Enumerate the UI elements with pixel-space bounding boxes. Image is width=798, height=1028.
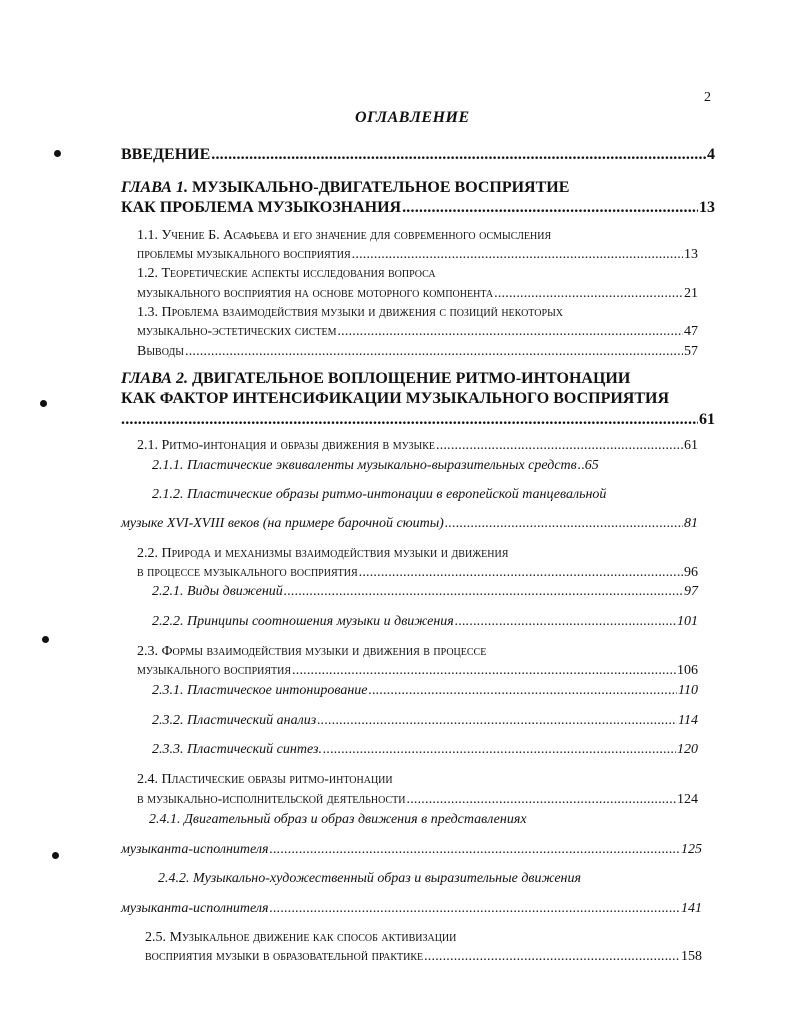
toc-entry-2-3[interactable]: музыкального восприятия ..... 106 [137, 663, 698, 679]
dot-leader [359, 565, 683, 581]
entry-page: 110 [678, 683, 698, 698]
entry-label: КАК ПРОБЛЕМА МУЗЫКОЗНАНИЯ [121, 199, 402, 216]
entry-page: 97 [684, 584, 698, 599]
toc-entry-1-1-line1[interactable]: 1.1. Учение Б. Асафьева и его значение для современного осмысления [137, 228, 552, 243]
dot-leader [445, 516, 683, 532]
toc-entry-2-3-line1[interactable]: 2.3. Формы взаимодействия музыки и движения в процессе [137, 644, 487, 659]
chapter-prefix: ГЛАВА 1. [121, 179, 188, 196]
toc-entry-2-3-2[interactable]: 2.3.2. Пластический анализ ..... 114 [152, 713, 698, 729]
dot-leader [436, 438, 683, 454]
toc-entry-1-3-line1[interactable]: 1.3. Проблема взаимодействия музыки и движения с позиций некоторых [137, 305, 564, 320]
toc-entry-1-1[interactable]: проблемы музыкального восприятия ..... 13 [137, 247, 698, 263]
toc-entry-2-5[interactable]: восприятия музыки в образовательной практике ..... 158 [145, 949, 702, 965]
toc-entry-2-4-2[interactable]: музыканта-исполнителя ..... 141 [121, 901, 702, 917]
dot-leader [407, 792, 677, 808]
entry-page: 61 [684, 438, 698, 453]
toc-entry-2-4[interactable]: в музыкально-исполнительской деятельности ..... 124 [137, 792, 698, 808]
entry-page: 158 [681, 949, 702, 964]
dot-leader [270, 842, 681, 858]
dot-leader [185, 344, 683, 360]
toc-entry-2-1[interactable]: 2.1. Ритмо-интонация и образы движения в музыке ..... 61 [137, 438, 698, 454]
dot-leader [270, 901, 681, 917]
dot-leader [284, 584, 683, 600]
toc-entry-2-1-1[interactable]: 2.1.1. Пластические эквиваленты музыкально-выразительных средств ..... 65 [152, 458, 698, 474]
entry-label: ВВЕДЕНИЕ [121, 146, 211, 163]
toc-entry-2-4-1[interactable]: музыканта-исполнителя ..... 125 [121, 842, 702, 858]
dot-leader [337, 324, 683, 340]
dot-leader [369, 683, 678, 699]
toc-entry-2-2-line1[interactable]: 2.2. Природа и механизмы взаимодействия музыки и движения [137, 546, 509, 561]
toc-entry-2-4-2-line1[interactable]: 2.4.2. Музыкально-художественный образ и выразительные движения [158, 871, 581, 886]
entry-page: 13 [699, 199, 715, 216]
toc-entry-2-5-line1[interactable]: 2.5. Музыкальное движение как способ активизации [145, 930, 457, 945]
dot-leader [578, 458, 584, 474]
chapter2-heading-line1[interactable]: ГЛАВА 2. ДВИГАТЕЛЬНОЕ ВОПЛОЩЕНИЕ РИТМО-ИНТОНАЦИИ [121, 370, 631, 387]
toc-entry-2-2[interactable]: в процессе музыкального восприятия ..... 96 [137, 565, 698, 581]
dot-leader [323, 742, 676, 758]
dot-leader [211, 146, 706, 164]
entry-page: 47 [684, 324, 698, 339]
toc-entry-1-2[interactable]: музыкального восприятия на основе моторного компонента ..... 21 [137, 286, 698, 302]
dot-leader [494, 286, 683, 302]
page-number: 2 [704, 90, 711, 105]
toc-entry-2-3-1[interactable]: 2.3.1. Пластическое интонирование ..... 110 [152, 683, 698, 699]
entry-page: 114 [678, 713, 698, 728]
entry-page: 125 [681, 842, 702, 857]
binder-hole-mark [52, 852, 59, 859]
entry-page: 96 [684, 565, 698, 580]
entry-page: 106 [677, 663, 698, 678]
toc-entry-chapter2[interactable] [121, 411, 715, 429]
toc-entry-2-1-2[interactable]: музыке XVI-XVIII веков (на примере барочной сюиты) ..... 81 [121, 516, 698, 532]
toc-entry-1-3[interactable]: музыкально-эстетических систем ..... 47 [137, 324, 698, 340]
dot-leader [424, 949, 680, 965]
entry-page: 21 [684, 286, 698, 301]
chapter-prefix: ГЛАВА 2. [121, 370, 188, 387]
toc-entry-2-4-1-line1[interactable]: 2.4.1. Двигательный образ и образ движения в представлениях [149, 812, 527, 827]
entry-page: 13 [684, 247, 698, 262]
binder-hole-mark [40, 400, 47, 407]
entry-page: 65 [584, 458, 599, 473]
dot-leader [352, 247, 683, 263]
entry-page: 61 [699, 411, 715, 428]
toc-entry-1-2-line1[interactable]: 1.2. Теоретические аспекты исследования вопроса [137, 266, 436, 281]
dot-leader [455, 614, 676, 630]
entry-page: 124 [677, 792, 698, 807]
toc-entry-2-3-3[interactable]: 2.3.3. Пластический синтез. ..... 120 [152, 742, 698, 758]
toc-entry-2-4-line1[interactable]: 2.4. Пластические образы ритмо-интонации [137, 772, 393, 787]
entry-page: 57 [684, 344, 698, 359]
toc-entry-2-2-2[interactable]: 2.2.2. Принципы соотношения музыки и движения ..... 101 [152, 614, 698, 630]
chapter2-heading-line2[interactable]: КАК ФАКТОР ИНТЕНСИФИКАЦИИ МУЗЫКАЛЬНОГО ВОСПРИЯТИЯ [121, 390, 670, 407]
entry-page: 141 [681, 901, 702, 916]
toc-entry-conclusions[interactable]: Выводы ..... 57 [137, 344, 698, 360]
toc-entry-2-2-1[interactable]: 2.2.1. Виды движений ..... 97 [152, 584, 698, 600]
entry-page: 120 [677, 742, 698, 757]
entry-page: 81 [684, 516, 698, 531]
toc-title: ОГЛАВЛЕНИЕ [355, 109, 470, 126]
toc-entry-chapter1[interactable] [121, 199, 715, 217]
entry-page: 4 [707, 146, 715, 163]
toc-entry-2-1-2-line1[interactable]: 2.1.2. Пластические образы ритмо-интонации в европейской танцевальной [152, 487, 607, 502]
dot-leader [317, 713, 677, 729]
dot-leader [402, 199, 698, 217]
binder-hole-mark [42, 636, 49, 643]
chapter1-heading-line1[interactable]: ГЛАВА 1. МУЗЫКАЛЬНО-ДВИГАТЕЛЬНОЕ ВОСПРИЯТИЕ [121, 179, 570, 196]
binder-hole-mark [54, 150, 61, 157]
dot-leader [292, 663, 676, 679]
toc-entry-intro[interactable] [121, 146, 715, 164]
dot-leader [121, 411, 698, 429]
entry-page: 101 [677, 614, 698, 629]
